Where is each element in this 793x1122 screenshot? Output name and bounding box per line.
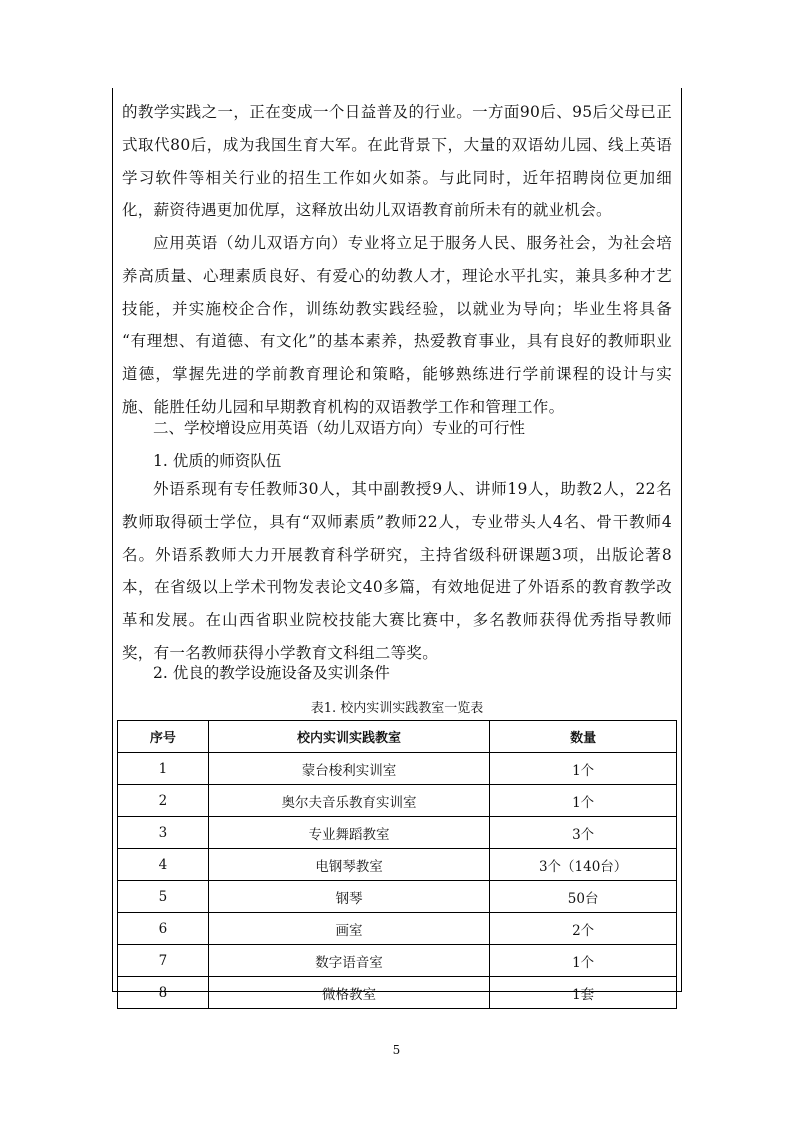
cell-quantity: 2个 <box>490 913 677 945</box>
cell-classroom: 蒙台梭利实训室 <box>208 753 489 785</box>
cell-quantity: 1个 <box>490 753 677 785</box>
cell-classroom: 专业舞蹈教室 <box>208 817 489 849</box>
cell-index: 7 <box>118 945 209 977</box>
classroom-table <box>117 720 677 1009</box>
header-index: 序号 <box>118 721 209 753</box>
table-row <box>118 753 677 785</box>
cell-index: 5 <box>118 881 209 913</box>
table-row <box>118 913 677 945</box>
cell-quantity: 50台 <box>490 881 677 913</box>
cell-quantity: 1个 <box>490 945 677 977</box>
subheading-facilities: 2. 优良的教学设施设备及实训条件 <box>153 664 390 682</box>
paragraph-faculty: 外语系现有专任教师30人，其中副教授9人、讲师19人，助教2人，22名教师取得硕士学位，具有“双师素质”教师22人，专业带头人4名、骨干教师4名。外语系教师大力开展教育科学研究，主持省级科研课题3项，出版论著8本，在省级以上学术刊物发表论文40多篇，有效地促进了外语系的教育教学改革和发展。在山西省职业院校技能大赛比赛中，多名教师获得优秀指导教师奖，有一名教师获得小学教育文科组二等奖。 <box>122 480 672 662</box>
cell-index: 1 <box>118 753 209 785</box>
cell-classroom: 奥尔夫音乐教育实训室 <box>208 785 489 817</box>
table-row <box>118 977 677 1009</box>
table-row <box>118 785 677 817</box>
cell-index: 8 <box>118 977 209 1009</box>
cell-quantity: 3个 <box>490 817 677 849</box>
table-caption: 表1. 校内实训实践教室一览表 <box>310 701 484 716</box>
cell-classroom: 钢琴 <box>208 881 489 913</box>
header-quantity: 数量 <box>490 721 677 753</box>
section-heading-feasibility: 二、学校增设应用英语（幼儿双语方向）专业的可行性 <box>153 419 526 437</box>
cell-quantity: 1套 <box>490 977 677 1009</box>
cell-classroom: 电钢琴教室 <box>208 849 489 881</box>
cell-classroom: 画室 <box>208 913 489 945</box>
subheading-faculty: 1. 优质的师资队伍 <box>153 452 282 470</box>
paragraph-program-goals: 应用英语（幼儿双语方向）专业将立足于服务人民、服务社会，为社会培养高质量、心理素质良好、有爱心的幼教人才，理论水平扎实，兼具多种才艺技能，并实施校企合作，训练幼教实践经验，以就业为导向；毕业生将具备 “有理想、有道德、有文化”的基本素养，热爱教育事业，具有良好的教师职业道德，掌握先进的学前教育理论和策略，能够熟练进行学前课程的设计与实施、能胜任幼儿园和早期教育机构的双语教学工作和管理工作。 <box>122 234 672 416</box>
table-row <box>118 849 677 881</box>
cell-classroom: 数字语音室 <box>208 945 489 977</box>
table-row <box>118 817 677 849</box>
paragraph-intro-continued: 的教学实践之一，正在变成一个日益普及的行业。一方面90后、95后父母已正式取代80后，成为我国生育大军。在此背景下，大量的双语幼儿园、线上英语学习软件等相关行业的招生工作如火如荼。与此同时，近年招聘岗位更加细化，薪资待遇更加优厚，这释放出幼儿双语教育前所未有的就业机会。 <box>122 103 672 220</box>
cell-quantity: 1个 <box>490 785 677 817</box>
cell-index: 4 <box>118 849 209 881</box>
cell-classroom: 微格教室 <box>208 977 489 1009</box>
cell-quantity: 3个（140台） <box>490 849 677 881</box>
table-header-row <box>118 721 677 753</box>
cell-index: 2 <box>118 785 209 817</box>
header-classroom: 校内实训实践教室 <box>208 721 489 753</box>
table-row <box>118 881 677 913</box>
page-number: 5 <box>392 1043 401 1057</box>
cell-index: 3 <box>118 817 209 849</box>
cell-index: 6 <box>118 913 209 945</box>
table-row <box>118 945 677 977</box>
